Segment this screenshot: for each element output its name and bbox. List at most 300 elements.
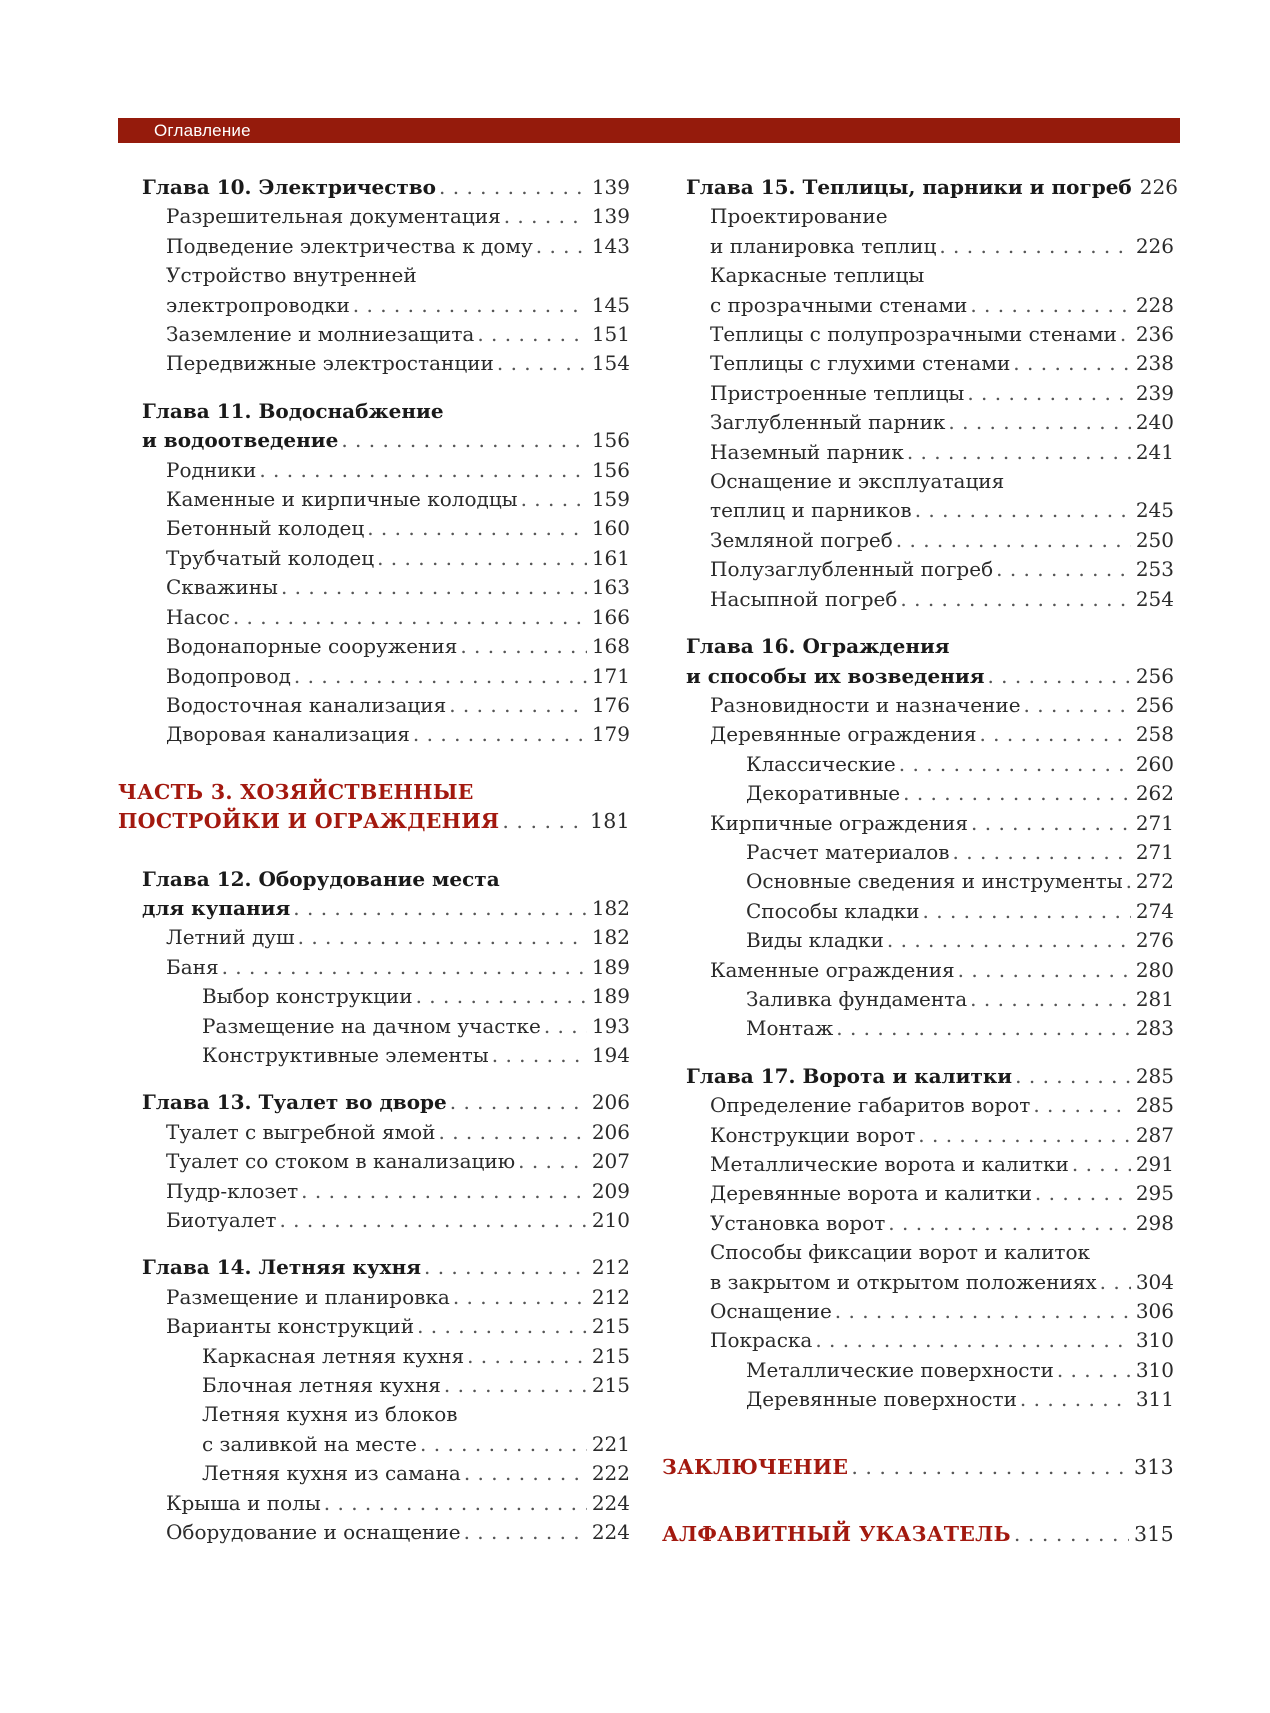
page-number: 189 <box>591 954 630 979</box>
leader-dots <box>477 320 587 349</box>
page-number: 154 <box>591 351 630 376</box>
entry-title: Дворовая канализация <box>166 722 410 747</box>
leader-dots <box>996 555 1131 584</box>
entry-title: Способы кладки <box>746 898 920 923</box>
toc-entry[interactable] <box>142 1489 630 1518</box>
chapter-title: Глава 13. Туалет во дворе <box>142 1090 447 1115</box>
leader-dots <box>1013 349 1131 378</box>
toc-entry[interactable] <box>142 1206 630 1235</box>
page-number: 224 <box>591 1520 630 1545</box>
toc-chapter-15[interactable] <box>686 173 1178 202</box>
entry-title: Оборудование и оснащение <box>166 1520 461 1545</box>
page-number: 207 <box>591 1149 630 1174</box>
spacer <box>142 1070 630 1088</box>
entry-title-line1: Проектирование <box>710 204 888 229</box>
leader-dots <box>281 573 587 602</box>
entry-title: с прозрачными стенами <box>710 292 968 317</box>
page-number: 182 <box>591 895 630 920</box>
entry-title: Водопровод <box>166 663 291 688</box>
leader-dots <box>967 379 1130 408</box>
toc-entry[interactable] <box>142 573 630 602</box>
page-number: 151 <box>591 322 630 347</box>
leader-dots <box>979 720 1130 749</box>
page-number: 193 <box>591 1013 630 1038</box>
entry-title: Разрешительная документация <box>166 204 501 229</box>
page-number: 254 <box>1135 586 1174 611</box>
page-number: 291 <box>1135 1152 1174 1176</box>
leader-dots <box>903 779 1131 808</box>
chapter-title: Глава 14. Летняя кухня <box>142 1255 421 1280</box>
page-number: 272 <box>1135 869 1174 894</box>
entry-title: Определение габаритов ворот <box>710 1093 1031 1118</box>
leader-dots <box>367 514 587 543</box>
toc-entry[interactable] <box>142 691 630 720</box>
chapter-title: и водоотведение <box>142 428 339 453</box>
leader-dots <box>953 838 1131 867</box>
entry-title: Монтаж <box>746 1016 834 1041</box>
toc-entry[interactable] <box>686 232 1174 261</box>
leader-dots <box>835 1297 1131 1326</box>
toc-entry[interactable] <box>142 1312 630 1341</box>
leader-dots <box>439 1118 587 1147</box>
page-number: 238 <box>1135 351 1174 376</box>
entry-title: Летний душ <box>166 925 295 950</box>
entry-title: Пристроенные теплицы <box>710 380 965 405</box>
toc-entry[interactable] <box>142 1147 630 1176</box>
toc-entry[interactable] <box>686 1326 1174 1355</box>
page-number: 271 <box>1135 810 1174 835</box>
page-number: 281 <box>1135 986 1174 1011</box>
entry-title: Родники <box>166 457 257 482</box>
page-number: 304 <box>1135 1269 1174 1294</box>
page-number: 310 <box>1135 1357 1174 1382</box>
page-number: 145 <box>591 292 630 317</box>
page-number: 222 <box>591 1461 630 1486</box>
toc-entry[interactable] <box>142 662 630 691</box>
leader-dots <box>464 1518 587 1547</box>
entry-title: Биотуалет <box>166 1208 277 1232</box>
page-number: 166 <box>591 604 630 629</box>
entry-title: Заливка фундамента <box>746 986 968 1011</box>
page-number: 159 <box>591 487 630 512</box>
toc-entry[interactable] <box>142 1118 630 1147</box>
entry-title: Конструктивные элементы <box>202 1042 489 1067</box>
page-number: 262 <box>1135 781 1174 806</box>
entry-title: Наземный парник <box>710 439 904 464</box>
entry-title: Декоративные <box>746 781 901 806</box>
entry-title: Основные сведения и инструменты <box>746 869 1123 894</box>
leader-dots <box>301 1177 587 1206</box>
toc-entry[interactable] <box>686 408 1174 437</box>
entry-title: Кирпичные ограждения <box>710 810 969 835</box>
page-number: 315 <box>1133 1522 1174 1547</box>
leader-dots <box>416 982 587 1011</box>
chapter-title: Глава 15. Теплицы, парники и погреб <box>686 175 1132 199</box>
page-number: 156 <box>591 457 630 482</box>
chapter-title-line1: Глава 11. Водоснабжение <box>142 398 444 423</box>
toc-entry[interactable] <box>686 585 1174 614</box>
leader-dots <box>896 526 1131 555</box>
toc-entry[interactable] <box>686 1121 1174 1150</box>
leader-dots <box>1100 1268 1131 1297</box>
entry-title: Передвижные электростанции <box>166 351 494 376</box>
page-number: 171 <box>591 663 630 688</box>
toc-index[interactable] <box>662 1520 1174 1549</box>
page-number: 250 <box>1135 527 1174 552</box>
leader-dots <box>915 496 1131 525</box>
page-number: 276 <box>1135 928 1174 953</box>
leader-dots <box>1015 1062 1131 1091</box>
toc-subentry[interactable] <box>142 1041 630 1070</box>
toc-entry[interactable] <box>142 514 630 543</box>
leader-dots <box>970 985 1131 1014</box>
chapter-title: Глава 17. Ворота и калитки <box>686 1063 1013 1088</box>
page-number: 285 <box>1135 1093 1174 1118</box>
leader-dots <box>536 232 587 261</box>
entry-title: Каменные и кирпичные колодцы <box>166 487 518 512</box>
entry-title: Металлические ворота и калитки <box>710 1152 1069 1176</box>
spacer <box>142 750 630 778</box>
page-number: 274 <box>1135 898 1174 923</box>
leader-dots <box>851 1453 1129 1482</box>
entry-title: Расчет материалов <box>746 839 950 864</box>
header-title: Оглавление <box>154 121 251 140</box>
entry-title: и планировка теплиц <box>710 233 937 258</box>
leader-dots <box>923 897 1131 926</box>
entry-title: Баня <box>166 954 219 979</box>
toc-entry[interactable] <box>142 232 630 261</box>
chapter-title: и способы их возведения <box>686 663 985 688</box>
leader-dots <box>948 408 1130 437</box>
toc-entry[interactable] <box>686 496 1174 525</box>
entry-title: Туалет со стоком в канализацию <box>166 1149 516 1174</box>
page-number: 256 <box>1135 663 1174 688</box>
leader-dots <box>341 426 587 455</box>
spacer <box>142 1235 630 1253</box>
page-number: 210 <box>591 1208 630 1232</box>
toc-entry[interactable] <box>686 349 1174 378</box>
toc-entry[interactable] <box>142 1177 630 1206</box>
entry-title-line1: Способы фиксации ворот и калиток <box>710 1240 1091 1265</box>
entry-title: Металлические поверхности <box>746 1357 1054 1382</box>
toc-subentry[interactable] <box>686 985 1174 1014</box>
section-title: ЗАКЛЮЧЕНИЕ <box>662 1454 849 1479</box>
entry-title: Трубчатый колодец <box>166 545 375 570</box>
entry-title-line1: Устройство внутренней <box>166 263 417 288</box>
toc-entry[interactable] <box>686 291 1174 320</box>
leader-dots <box>958 956 1131 985</box>
toc-entry[interactable] <box>686 526 1174 555</box>
entry-title: Подведение электричества к дому <box>166 233 533 258</box>
entry-title: Блочная летняя кухня <box>202 1373 441 1398</box>
leader-dots <box>449 691 587 720</box>
entry-title: Теплицы с глухими стенами <box>710 351 1011 376</box>
page-number: 258 <box>1135 722 1174 747</box>
entry-title: Земляной погреб <box>710 527 893 552</box>
entry-title: Деревянные ограждения <box>710 722 977 747</box>
leader-dots <box>420 1430 587 1459</box>
page-number: 161 <box>591 545 630 570</box>
leader-dots <box>492 1041 587 1070</box>
leader-dots <box>502 807 585 836</box>
toc-subentry[interactable] <box>142 982 630 1011</box>
entry-title: Водосточная канализация <box>166 692 447 717</box>
leader-dots <box>1014 1520 1129 1549</box>
entry-title: Виды кладки <box>746 928 884 953</box>
page-number: 181 <box>589 809 630 834</box>
entry-title: Выбор конструкции <box>202 984 413 1009</box>
leader-dots <box>413 720 587 749</box>
chapter-title-line1: Глава 16. Ограждения <box>686 634 950 659</box>
leader-dots <box>1120 320 1131 349</box>
toc-entry[interactable] <box>686 379 1174 408</box>
leader-dots <box>888 1209 1131 1238</box>
leader-dots <box>293 894 587 923</box>
page-number: 228 <box>1135 292 1174 317</box>
entry-title-line1: Летняя кухня из блоков <box>202 1402 458 1427</box>
toc-subentry[interactable] <box>142 1430 630 1459</box>
page-number: 206 <box>591 1090 630 1115</box>
toc-subentry[interactable] <box>142 1459 630 1488</box>
leader-dots <box>279 1206 586 1235</box>
leader-dots <box>453 1283 587 1312</box>
leader-dots <box>298 923 587 952</box>
part-title-line1: ЧАСТЬ 3. ХОЗЯЙСТВЕННЫЕ <box>118 779 474 804</box>
toc-entry[interactable] <box>686 1268 1174 1297</box>
toc-subentry[interactable] <box>142 1012 630 1041</box>
toc-subentry[interactable] <box>686 926 1174 955</box>
page-number: 226 <box>1135 233 1174 258</box>
toc-entry[interactable] <box>142 544 630 573</box>
leader-dots <box>815 1326 1130 1355</box>
page-number: 176 <box>591 692 630 717</box>
page-number: 179 <box>591 722 630 747</box>
toc-entry[interactable] <box>142 349 630 378</box>
leader-dots <box>1072 1150 1131 1179</box>
leader-dots <box>1057 1356 1131 1385</box>
toc-entry[interactable] <box>686 691 1174 720</box>
toc-entry[interactable] <box>142 603 630 632</box>
section-title: АЛФАВИТНЫЙ УКАЗАТЕЛЬ <box>662 1522 1011 1547</box>
toc-subentry[interactable] <box>142 1342 630 1371</box>
page-number: 260 <box>1135 751 1174 776</box>
entry-title: электропроводки <box>166 292 350 317</box>
toc-entry[interactable] <box>686 1297 1174 1326</box>
toc-chapter-10[interactable] <box>142 173 630 202</box>
page-number: 182 <box>591 925 630 950</box>
entry-title: Туалет с выгребной ямой <box>166 1119 436 1144</box>
toc-entry[interactable] <box>686 1150 1174 1179</box>
chapter-title-line1: Глава 12. Оборудование места <box>142 866 500 891</box>
entry-title: Насос <box>166 604 230 629</box>
leader-dots <box>544 1012 587 1041</box>
chapter-title: для купания <box>142 895 291 920</box>
toc-left-column <box>118 173 630 1547</box>
leader-dots <box>377 544 587 573</box>
toc-entry[interactable] <box>686 720 1174 749</box>
header-bar <box>118 118 1180 143</box>
leader-dots <box>1024 691 1131 720</box>
spacer <box>686 614 1174 632</box>
page-number: 280 <box>1135 957 1174 982</box>
leader-dots <box>900 585 1130 614</box>
leader-dots <box>439 173 587 202</box>
page-number: 226 <box>1139 175 1178 199</box>
page-number: 306 <box>1135 1299 1174 1324</box>
toc-entry[interactable] <box>142 291 630 320</box>
spacer <box>142 379 630 397</box>
toc-part-3[interactable] <box>118 807 630 836</box>
leader-dots <box>1126 867 1131 896</box>
leader-dots <box>518 1147 587 1176</box>
leader-dots <box>417 1312 587 1341</box>
entry-title: Водонапорные сооружения <box>166 634 458 659</box>
leader-dots <box>836 1014 1131 1043</box>
leader-dots <box>460 632 586 661</box>
leader-dots <box>918 1121 1131 1150</box>
entry-title: с заливкой на месте <box>202 1431 418 1456</box>
leader-dots <box>1020 1385 1131 1414</box>
leader-dots <box>971 809 1131 838</box>
entry-title: Заземление и молниезащита <box>166 322 475 347</box>
spacer <box>142 837 630 865</box>
entry-title: Покраска <box>710 1328 813 1353</box>
toc-entry[interactable] <box>142 953 630 982</box>
page-number: 212 <box>591 1255 630 1280</box>
entry-title: Скважины <box>166 575 278 600</box>
entry-title: Классические <box>746 751 896 776</box>
leader-dots <box>222 953 587 982</box>
toc-chapter-11[interactable] <box>142 426 630 455</box>
page-number: 239 <box>1135 380 1174 405</box>
entry-title: теплиц и парников <box>710 498 912 523</box>
toc-subentry[interactable] <box>142 1371 630 1400</box>
leader-dots <box>987 662 1130 691</box>
leader-dots <box>259 456 587 485</box>
page-number: 256 <box>1135 692 1174 717</box>
toc-right-column <box>662 173 1178 1549</box>
toc-entry[interactable] <box>686 1091 1174 1120</box>
entry-title-line1: Каркасные теплицы <box>710 263 925 288</box>
page-number: 285 <box>1135 1063 1174 1088</box>
toc-entry[interactable] <box>142 485 630 514</box>
toc-chapter-13[interactable] <box>142 1088 630 1117</box>
toc-subentry[interactable] <box>686 897 1174 926</box>
leader-dots <box>424 1253 587 1282</box>
page-number: 287 <box>1135 1122 1174 1147</box>
leader-dots <box>294 662 587 691</box>
entry-title-line1: Оснащение и эксплуатация <box>710 469 1005 494</box>
toc-chapter-17[interactable] <box>686 1062 1174 1091</box>
leader-dots <box>467 1342 587 1371</box>
toc-entry[interactable] <box>686 555 1174 584</box>
leader-dots <box>324 1489 587 1518</box>
toc-entry[interactable] <box>142 923 630 952</box>
entry-title: Разновидности и назначение <box>710 692 1021 717</box>
entry-title: Теплицы с полупрозрачными стенами <box>710 322 1117 347</box>
page-number: 245 <box>1135 498 1174 523</box>
leader-dots <box>887 926 1131 955</box>
toc-chapter-12[interactable] <box>142 894 630 923</box>
toc-subentry[interactable] <box>686 750 1174 779</box>
page-number: 271 <box>1135 839 1174 864</box>
toc-entry[interactable] <box>686 438 1174 467</box>
entry-title: Каменные ограждения <box>710 957 955 982</box>
entry-title: Каркасная летняя кухня <box>202 1343 465 1368</box>
page-number: 283 <box>1135 1016 1174 1041</box>
toc-subentry[interactable] <box>686 838 1174 867</box>
toc-entry[interactable] <box>686 320 1174 349</box>
leader-dots <box>521 485 587 514</box>
entry-title: Насыпной погреб <box>710 586 898 611</box>
page-number: 194 <box>591 1042 630 1067</box>
page-number: 221 <box>591 1431 630 1456</box>
toc-entry[interactable] <box>142 456 630 485</box>
entry-title: Размещение и планировка <box>166 1284 450 1309</box>
page-number: 224 <box>591 1490 630 1515</box>
leader-dots <box>353 291 587 320</box>
toc-entry[interactable] <box>142 632 630 661</box>
page-number: 209 <box>591 1178 630 1203</box>
page-number: 206 <box>591 1119 630 1144</box>
page-number: 236 <box>1135 322 1174 347</box>
leader-dots <box>444 1371 587 1400</box>
toc-entry[interactable] <box>686 809 1174 838</box>
toc-entry[interactable] <box>686 956 1174 985</box>
entry-title: Бетонный колодец <box>166 516 365 541</box>
entry-title: Оснащение <box>710 1299 832 1324</box>
page-number: 253 <box>1135 557 1174 582</box>
toc-subentry[interactable] <box>686 1385 1174 1414</box>
page-number: 241 <box>1135 439 1174 464</box>
entry-title: Конструкции ворот <box>710 1122 916 1147</box>
page-number: 310 <box>1135 1328 1174 1353</box>
entry-title: Размещение на дачном участке <box>202 1013 541 1038</box>
page-number: 215 <box>591 1314 630 1339</box>
toc-entry[interactable] <box>142 720 630 749</box>
leader-dots <box>970 291 1130 320</box>
toc-chapter-16[interactable] <box>686 662 1174 691</box>
page-number: 156 <box>591 428 630 453</box>
toc-chapter-14[interactable] <box>142 1253 630 1282</box>
toc-subentry[interactable] <box>686 1014 1174 1043</box>
toc-entry[interactable] <box>686 1179 1174 1208</box>
toc-subentry[interactable] <box>686 867 1174 896</box>
entry-title: Пудр-клозет <box>166 1178 299 1203</box>
toc-entry[interactable] <box>142 1518 630 1547</box>
page-number: 298 <box>1135 1210 1174 1235</box>
entry-title: Варианты конструкций <box>166 1314 415 1339</box>
toc-conclusion[interactable] <box>662 1453 1174 1482</box>
toc-entry[interactable] <box>142 202 630 231</box>
spacer <box>686 1044 1174 1062</box>
leader-dots <box>450 1088 587 1117</box>
entry-title: Деревянные ворота и калитки <box>710 1181 1032 1206</box>
entry-title: Крыша и полы <box>166 1490 321 1515</box>
toc-entry[interactable] <box>142 320 630 349</box>
entry-title: в закрытом и открытом положениях <box>710 1269 1097 1294</box>
leader-dots <box>939 232 1130 261</box>
page-number: 143 <box>591 233 630 258</box>
toc-entry[interactable] <box>686 1209 1174 1238</box>
toc-subentry[interactable] <box>686 1356 1174 1385</box>
toc-entry[interactable] <box>142 1283 630 1312</box>
page-number: 313 <box>1133 1454 1174 1479</box>
entry-title: Летняя кухня из самана <box>202 1461 461 1486</box>
leader-dots <box>464 1459 587 1488</box>
page-number: 168 <box>591 634 630 659</box>
toc-subentry[interactable] <box>686 779 1174 808</box>
